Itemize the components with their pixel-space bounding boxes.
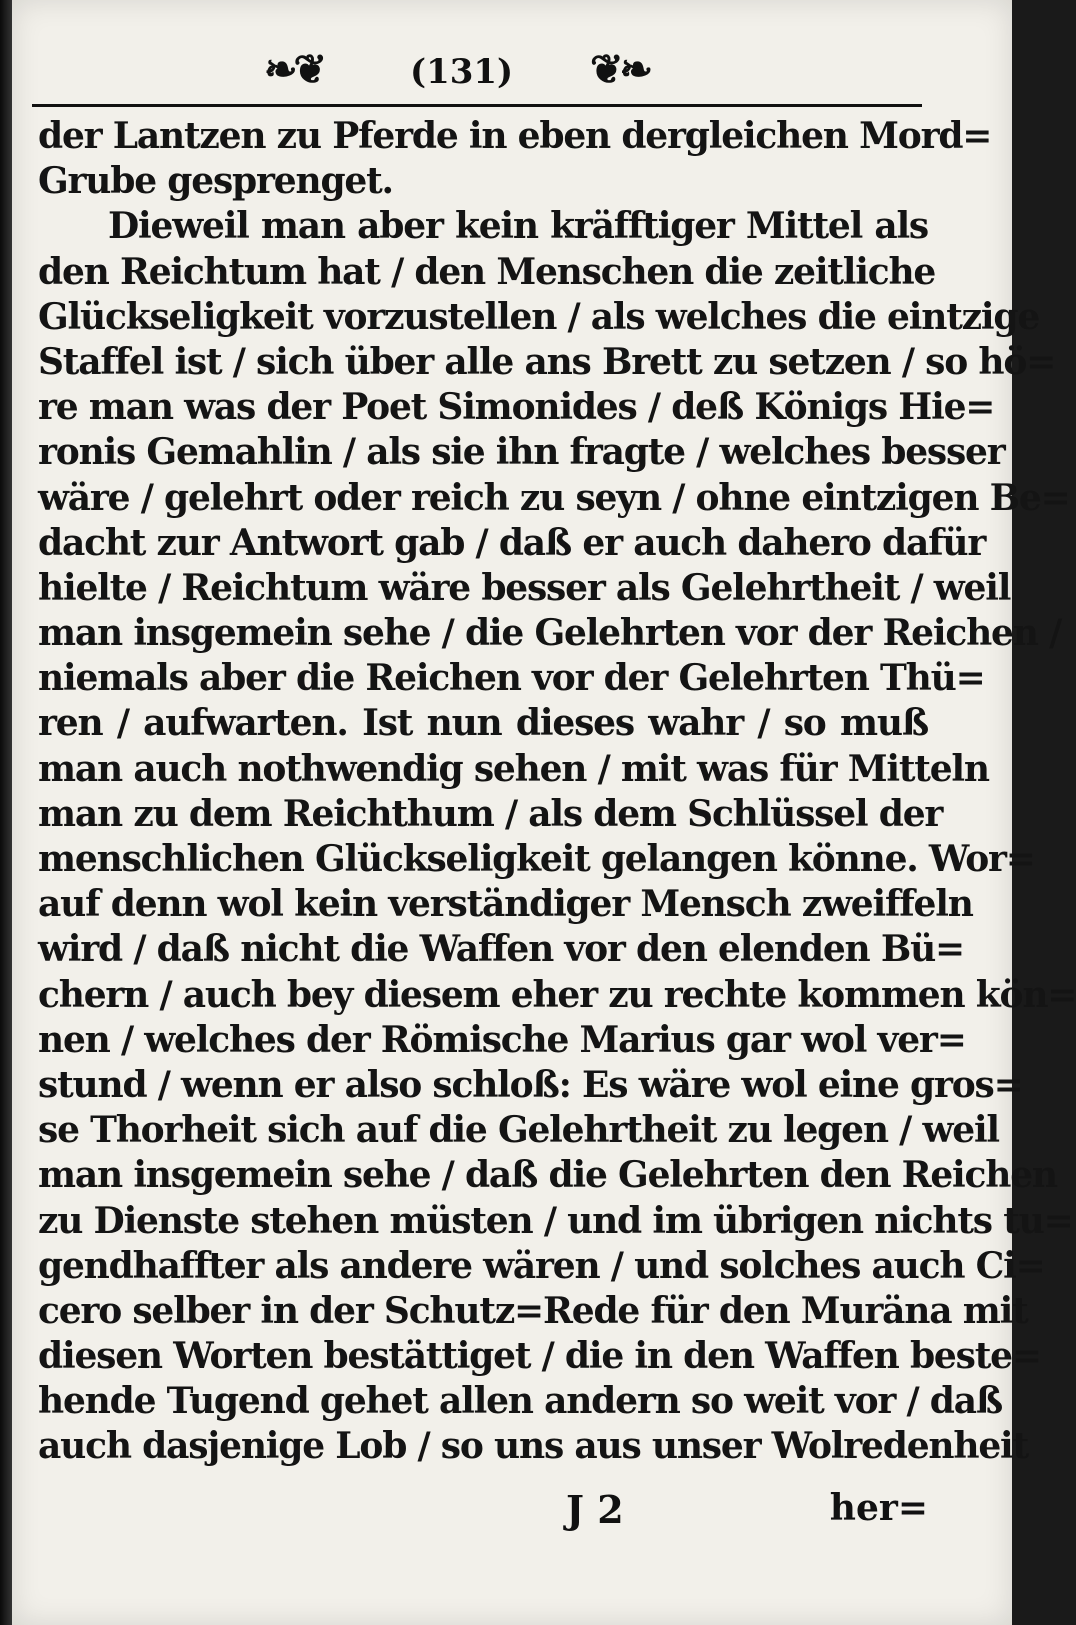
text-line: dacht zur Antwort gab / daß er auch dahero dafür	[38, 521, 986, 564]
text-line: menschlichen Glückseligkeit gelangen könne. Wor=	[38, 838, 1035, 880]
text-line: diesen Worten bestättiget / die in den Waffen beste=	[38, 1335, 1041, 1378]
text-line: Dieweil man aber kein kräfftiger Mittel als	[108, 205, 928, 248]
text-line: nen / welches der Römische Marius gar wol ver=	[38, 1018, 966, 1061]
text-line: wird / daß nicht die Waffen vor den elenden Bü=	[38, 928, 965, 971]
text-line: wäre / gelehrt oder reich zu seyn / ohne eintzigen Be=	[38, 476, 1070, 519]
text-line: ren / aufwarten. Ist nun dieses wahr / so muß	[38, 702, 928, 745]
text-line: Grube gesprenget.	[38, 160, 393, 203]
text-line: auch dasjenige Lob / so uns aus unser Wolredenheit	[38, 1425, 1028, 1468]
text-line: re man was der Poet Simonides / deß Königs Hie=	[38, 386, 995, 429]
text-line: man insgemein sehe / daß die Gelehrten den Reichen	[38, 1154, 1057, 1197]
header-ornament-right: ❦❧	[590, 46, 650, 93]
signature-mark: J 2	[566, 1487, 624, 1532]
book-page	[12, 0, 1076, 1625]
text-line: Staffel ist / sich über alle ans Brett zu setzen / so hö=	[38, 340, 1056, 383]
text-line: man insgemein sehe / die Gelehrten vor der Reichen /	[38, 612, 1062, 655]
catchword: her=	[829, 1487, 928, 1529]
body-text	[38, 114, 1076, 1470]
text-line: der Lantzen zu Pferde in eben dergleichen Mord=	[38, 115, 992, 157]
page-footer	[38, 1487, 928, 1547]
text-line: gendhaffter als andere wären / und solches auch Ci=	[38, 1244, 1045, 1287]
page-number: (131)	[410, 52, 514, 92]
text-line: man auch nothwendig sehen / mit was für Mitteln	[38, 747, 989, 790]
text-line: hielte / Reichtum wäre besser als Gelehrtheit / weil	[38, 566, 1011, 609]
text-line: auf denn wol kein verständiger Mensch zweiffeln	[38, 883, 973, 926]
text-line: zu Dienste stehen müsten / und im übrigen nichts tu=	[38, 1199, 1073, 1242]
text-line: niemals aber die Reichen vor der Gelehrten Thü=	[38, 657, 985, 700]
text-line: den Reichtum hat / den Menschen die zeitliche	[38, 250, 936, 293]
page-header	[12, 44, 1012, 104]
text-line: hende Tugend gehet allen andern so weit vor / daß	[38, 1380, 1003, 1423]
text-line: se Thorheit sich auf die Gelehrtheit zu legen / weil	[38, 1109, 999, 1152]
text-line: ronis Gemahlin / als sie ihn fragte / welches besser	[38, 431, 1005, 474]
text-line: Glückseligkeit vorzustellen / als welches die eintzige	[38, 295, 1040, 338]
text-line: stund / wenn er also schloß: Es wäre wol eine gros=	[38, 1063, 1023, 1106]
header-ornament-left: ❧❦	[264, 46, 324, 93]
header-rule	[32, 104, 922, 107]
text-line: cero selber in der Schutz=Rede für den Muräna mit	[38, 1289, 1028, 1332]
text-line: chern / auch bey diesem eher zu rechte kommen kön=	[38, 973, 1076, 1016]
text-line: man zu dem Reichthum / als dem Schlüssel der	[38, 792, 943, 835]
